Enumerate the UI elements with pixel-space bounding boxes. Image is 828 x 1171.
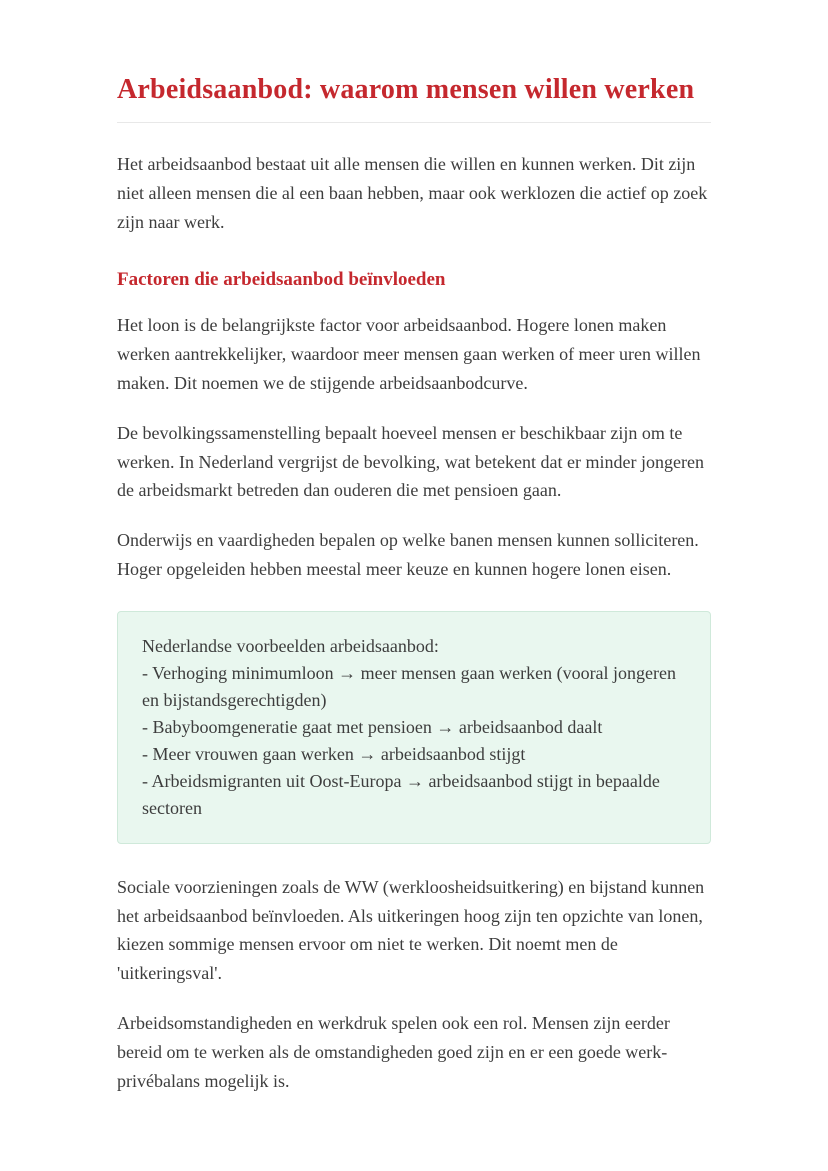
paragraph-bevolkingssamenstelling: De bevolkingssamenstelling bepaalt hoeveel mensen er beschikbaar zijn om te werken. In Nederland vergrijst de bevolking, wat betekent dat er minder jongeren de arbeidsmarkt betreden dan ouderen die met pensioen gaan. <box>117 422 704 501</box>
example-box <box>117 611 711 844</box>
paragraph-loon: Het loon is de belangrijkste factor voor arbeidsaanbod. Hogere lonen maken werken aantrekkelijker, waardoor meer mensen gaan werken of meer uren willen maken. Dit noemen we de stijgende arbeidsaanbodcurve. <box>117 315 701 394</box>
example-box-item: - Arbeidsmigranten uit Oost-Europa → arbeidsaanbod stijgt in bepaalde sectoren <box>142 770 660 818</box>
example-box-item: - Meer vrouwen gaan werken → arbeidsaanbod stijgt <box>142 743 526 764</box>
page-title: Arbeidsaanbod: waarom mensen willen werken <box>117 72 711 123</box>
section-heading-factoren: Factoren die arbeidsaanbod beïnvloeden <box>117 268 446 290</box>
example-box-item: - Verhoging minimumloon → meer mensen gaan werken (vooral jongeren en bijstandsgerechtigden) <box>142 662 677 710</box>
paragraph-arbeidsomstandigheden: Arbeidsomstandigheden en werkdruk spelen ook een rol. Mensen zijn eerder bereid om te werken als de omstandigheden goed zijn en er een goede werk-privébalans mogelijk is. <box>117 1013 670 1091</box>
article-content <box>117 0 711 1095</box>
paragraph-onderwijs: Onderwijs en vaardigheden bepalen op welke banen mensen kunnen solliciteren. Hoger opgeleiden hebben meestal meer keuze en kunnen hogere lonen eisen. <box>117 530 699 580</box>
example-box-item: - Babyboomgeneratie gaat met pensioen → arbeidsaanbod daalt <box>142 716 603 737</box>
example-box-title: Nederlandse voorbeelden arbeidsaanbod: <box>142 635 439 656</box>
intro-paragraph: Het arbeidsaanbod bestaat uit alle mensen die willen en kunnen werken. Dit zijn niet alleen mensen die al een baan hebben, maar ook werklozen die actief op zoek zijn naar werk. <box>117 154 708 232</box>
paragraph-sociale-voorzieningen: Sociale voorzieningen zoals de WW (werkloosheidsuitkering) en bijstand kunnen het arbeidsaanbod beïnvloeden. Als uitkeringen hoog zijn ten opzichte van lonen, kiezen sommige mensen ervoor om niet te werken. Dit noemt men de 'uitkeringsval'. <box>117 876 705 984</box>
